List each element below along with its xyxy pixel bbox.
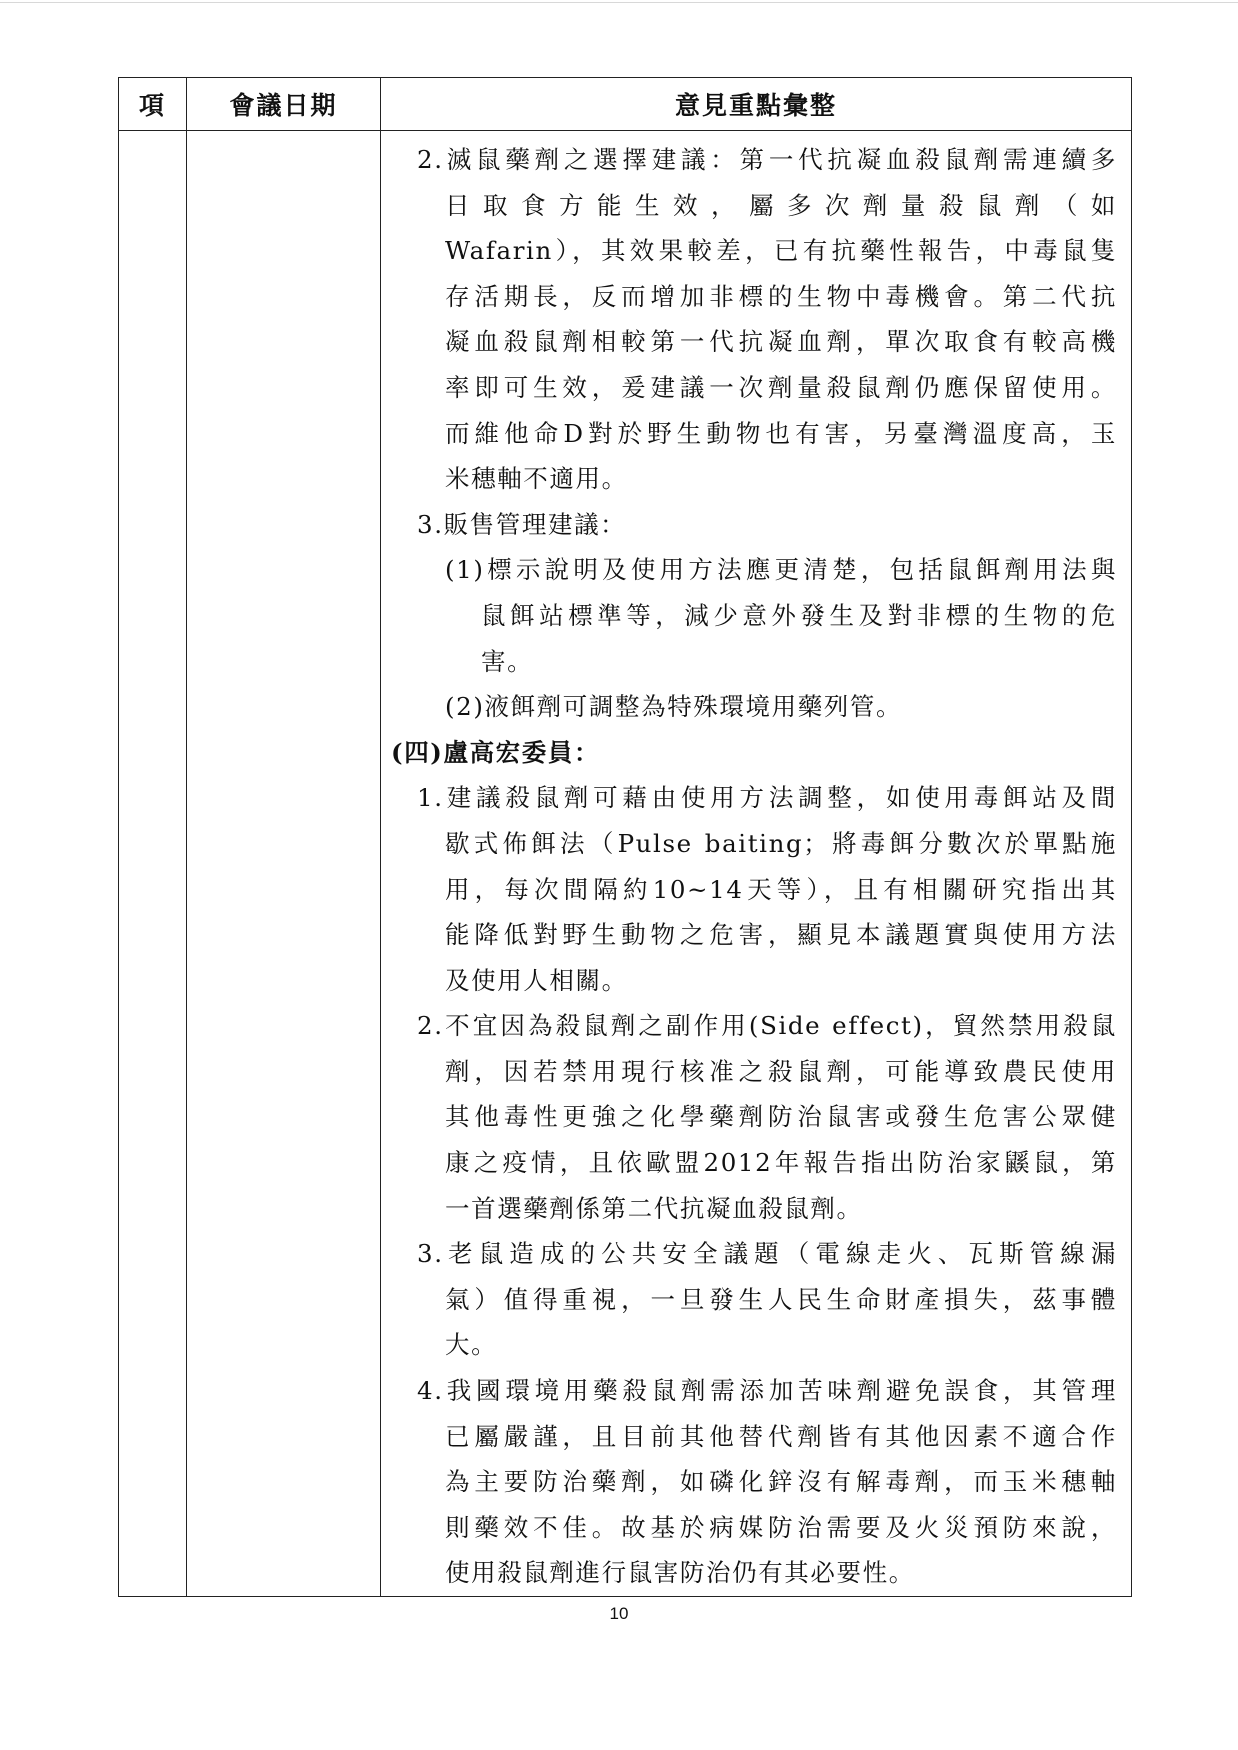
table-header-row	[119, 78, 1132, 131]
text-line: 存活期長，反而增加非標的生物中毒機會。第二代抗	[445, 281, 1117, 311]
scan-top-edge	[0, 2, 1238, 3]
text-line: 使用殺鼠劑進行鼠害防治仍有其必要性。	[445, 1558, 915, 1588]
text-line: Wafarin），其效果較差，已有抗藥性報告，中毒鼠隻	[445, 236, 1117, 266]
text-line: 氣）值得重視，一旦發生人民生命財產損失，茲事體	[445, 1284, 1117, 1314]
text-line: (2)液餌劑可調整為特殊環境用藥列管。	[445, 692, 903, 722]
text-line: 凝血殺鼠劑相較第一代抗凝血劑，單次取食有較高機	[445, 327, 1117, 357]
header-opinion-summary: 意見重點彙整	[381, 78, 1132, 131]
text-line: 2.滅鼠藥劑之選擇建議：第一代抗凝血殺鼠劑需連續多	[417, 145, 1117, 174]
text-line: (1)標示說明及使用方法應更清楚，包括鼠餌劑用法與	[445, 555, 1117, 585]
page-number: 10	[609, 1604, 629, 1623]
text-line: 已屬嚴謹，且目前其他替代劑皆有其他因素不適合作	[445, 1421, 1117, 1451]
opinion-cell	[381, 131, 1132, 1597]
text-line: 日取食方能生效，屬多次劑量殺鼠劑（如	[445, 190, 1117, 220]
text-line: 米穗軸不適用。	[445, 464, 628, 494]
item-cell	[119, 131, 187, 1597]
text-line: 歇式佈餌法（Pulse baiting；將毒餌分數次於單點施	[445, 828, 1117, 858]
opinion-text-block	[381, 131, 1131, 1596]
text-line: 2.不宜因為殺鼠劑之副作用(Side effect)，貿然禁用殺鼠	[417, 1011, 1117, 1041]
text-line: 及使用人相關。	[445, 965, 628, 995]
header-meeting-date: 會議日期	[187, 78, 381, 131]
text-line: 4.我國環境用藥殺鼠劑需添加苦味劑避免誤食，其管理	[417, 1376, 1117, 1406]
text-line: 鼠餌站標準等，減少意外發生及對非標的生物的危	[481, 600, 1117, 630]
table-row	[119, 131, 1132, 1597]
text-line: 為主要防治藥劑，如磷化鋅沒有解毒劑，而玉米穗軸	[445, 1467, 1117, 1497]
meeting-date-cell	[187, 131, 381, 1597]
text-line: 3.販售管理建議：	[417, 509, 627, 539]
text-line: 則藥效不佳。故基於病媒防治需要及火災預防來說，	[445, 1512, 1117, 1542]
text-line: 3.老鼠造成的公共安全議題（電線走火、瓦斯管線漏	[417, 1239, 1117, 1269]
header-item: 項	[119, 78, 187, 131]
text-line: 康之疫情，且依歐盟2012年報告指出防治家鼷鼠，第	[445, 1148, 1117, 1178]
text-line: 劑，因若禁用現行核准之殺鼠劑，可能導致農民使用	[445, 1056, 1117, 1086]
text-line: 能降低對野生動物之危害，顯見本議題實與使用方法	[445, 920, 1117, 950]
text-line: 用，每次間隔約10~14天等），且有相關研究指出其	[445, 874, 1117, 904]
text-line: 而維他命D對於野生動物也有害，另臺灣溫度高，玉	[445, 418, 1117, 448]
text-line: 率即可生效，爰建議一次劑量殺鼠劑仍應保留使用。	[445, 372, 1117, 402]
section-heading: (四)盧高宏委員：	[391, 737, 601, 767]
text-line: 大。	[445, 1330, 498, 1360]
text-line: 1.建議殺鼠劑可藉由使用方法調整，如使用毒餌站及間	[417, 783, 1117, 813]
text-line: 害。	[481, 646, 534, 676]
text-line: 其他毒性更強之化學藥劑防治鼠害或發生危害公眾健	[445, 1102, 1117, 1132]
text-line: 一首選藥劑係第二代抗凝血殺鼠劑。	[445, 1193, 863, 1223]
opinions-table	[118, 77, 1132, 1597]
